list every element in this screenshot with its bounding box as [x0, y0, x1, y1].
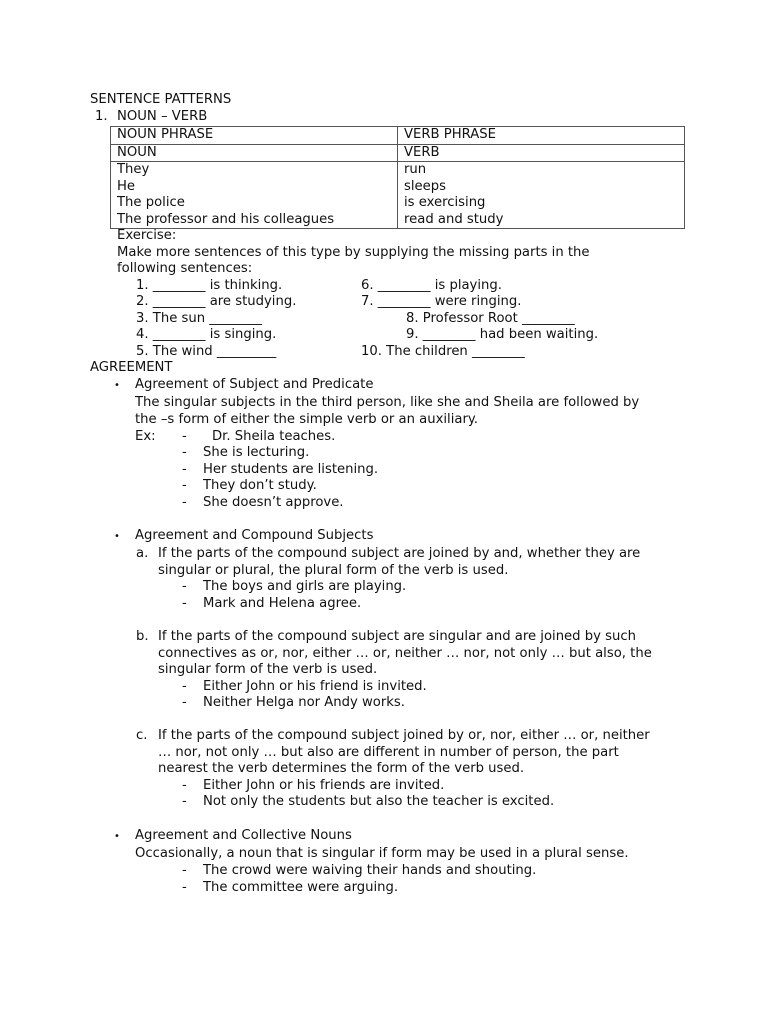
exercise-item: 1. ________ is thinking. [136, 278, 283, 293]
paragraph-line: singular form of the verb is used. [158, 662, 378, 677]
example-item: Dr. Sheila teaches. [212, 429, 336, 444]
example-item: They don’t study. [203, 478, 317, 493]
paragraph-line: connectives as or, nor, either … or, neither … nor, not only … but also, the [158, 646, 652, 661]
page-title: SENTENCE PATTERNS [90, 92, 232, 107]
dash-icon: - [182, 429, 187, 444]
example-item: Either John or his friends are invited. [203, 778, 445, 793]
dash-icon: - [182, 495, 187, 510]
paragraph-line: The singular subjects in the third person, like she and Sheila are followed by [135, 395, 640, 410]
example-item: Either John or his friend is invited. [203, 679, 427, 694]
noun-item: The professor and his colleagues [117, 211, 335, 227]
example-item: Her students are listening. [203, 462, 379, 477]
dash-icon: - [182, 579, 187, 594]
list-marker: b. [136, 629, 149, 644]
paragraph-line: If the parts of the compound subject are singular and are joined by such [158, 629, 636, 644]
section-number: 1. [95, 109, 108, 124]
table-header-cell: VERB PHRASE [398, 127, 685, 145]
paragraph-line: … nor, not only … but also are different in number of person, the part [158, 745, 619, 760]
exercise-label: Exercise: [117, 228, 177, 243]
noun-column-cell [111, 162, 398, 229]
paragraph-line: nearest the verb determines the form of the verb used. [158, 761, 525, 776]
example-item: The committee were arguing. [203, 880, 399, 895]
paragraph-line: If the parts of the compound subject joined by or, nor, either … or, neither [158, 728, 650, 743]
bullet-icon: • [114, 831, 120, 842]
verb-item: sleeps [404, 178, 447, 194]
table-header-row [111, 127, 685, 145]
example-item: She is lecturing. [203, 445, 310, 460]
verb-item: read and study [404, 211, 504, 227]
verb-item: run [404, 162, 427, 177]
noun-item: He [117, 178, 136, 194]
dash-icon: - [182, 478, 187, 493]
dash-icon: - [182, 778, 187, 793]
verb-column-cell [398, 162, 685, 229]
exercise-item: 10. The children ________ [361, 344, 525, 359]
verb-item: is exercising [404, 195, 486, 210]
exercise-instructions-line: following sentences: [117, 261, 253, 276]
table-subheader-cell: VERB [398, 144, 685, 162]
table-subheader-row [111, 144, 685, 162]
bullet-title: Agreement and Compound Subjects [135, 528, 374, 543]
paragraph-line: Occasionally, a noun that is singular if form may be used in a plural sense. [135, 846, 629, 861]
list-marker: c. [136, 728, 148, 743]
example-item: The boys and girls are playing. [203, 579, 407, 594]
bullet-title: Agreement and Collective Nouns [135, 828, 352, 843]
paragraph-line: singular or plural, the plural form of the verb is used. [158, 563, 509, 578]
exercise-item: 2. ________ are studying. [136, 294, 297, 309]
paragraph-line: the –s form of either the simple verb or an auxiliary. [135, 412, 478, 427]
example-label: Ex: [135, 429, 156, 444]
exercise-item: 9. ________ had been waiting. [406, 327, 599, 342]
example-item: The crowd were waiving their hands and shouting. [203, 863, 537, 878]
dash-icon: - [182, 679, 187, 694]
exercise-instructions-line: Make more sentences of this type by supplying the missing parts in the [117, 245, 590, 260]
dash-icon: - [182, 462, 187, 477]
example-item: Neither Helga nor Andy works. [203, 695, 405, 710]
exercise-item: 4. ________ is singing. [136, 327, 277, 342]
dash-icon: - [182, 445, 187, 460]
dash-icon: - [182, 863, 187, 878]
exercise-item: 5. The wind _________ [136, 344, 277, 359]
example-item: She doesn’t approve. [203, 495, 344, 510]
table-row [111, 162, 685, 229]
dash-icon: - [182, 880, 187, 895]
bullet-title: Agreement of Subject and Predicate [135, 377, 374, 392]
dash-icon: - [182, 695, 187, 710]
noun-verb-table [110, 126, 685, 229]
bullet-icon: • [114, 531, 120, 542]
list-marker: a. [136, 546, 149, 561]
dash-icon: - [182, 596, 187, 611]
exercise-item: 6. ________ is playing. [361, 278, 502, 293]
exercise-item: 7. ________ were ringing. [361, 294, 522, 309]
paragraph-line: If the parts of the compound subject are joined by and, whether they are [158, 546, 641, 561]
noun-item: They [117, 162, 150, 177]
noun-item: The police [117, 195, 185, 210]
exercise-item: 8. Professor Root ________ [406, 311, 575, 326]
example-item: Mark and Helena agree. [203, 596, 362, 611]
agreement-heading: AGREEMENT [90, 360, 173, 375]
section-heading: NOUN – VERB [117, 109, 208, 124]
exercise-item: 3. The sun ________ [136, 311, 263, 326]
bullet-icon: • [114, 380, 120, 391]
table-subheader-cell: NOUN [111, 144, 398, 162]
dash-icon: - [182, 794, 187, 809]
example-item: Not only the students but also the teacher is excited. [203, 794, 555, 809]
table-header-cell: NOUN PHRASE [111, 127, 398, 145]
